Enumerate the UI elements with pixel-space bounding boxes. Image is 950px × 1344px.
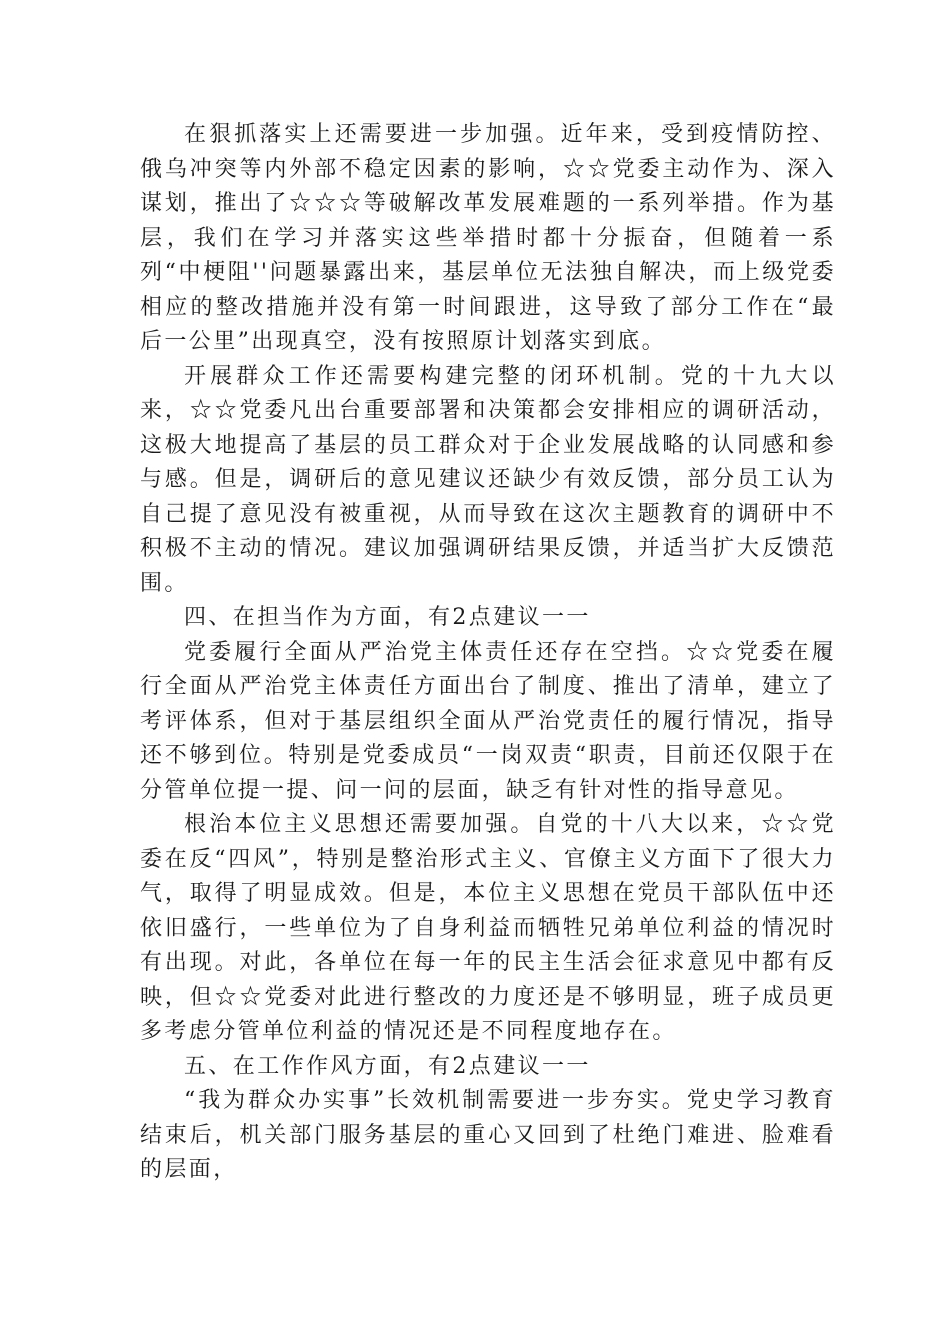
document-body [140,118,836,1188]
paragraph-serve-the-people: “我为群众办实事”长效机制需要进一步夯实。党史学习教育结束后，机关部门服务基层的重心又回到了杜绝门难进、脸难看的层面， [140,1088,836,1182]
paragraph-mass-work: 开展群众工作还需要构建完整的闭环机制。党的十九大以来，☆☆党委凡出台重要部署和决策都会安排相应的调研活动，这极大地提高了基层的员工群众对于企业发展战略的认同感和参与感。但是，调研后的意见建议还缺少有效反馈，部分员工认为自己提了意见没有被重视，从而导致在这次主题教育的调研中不积极不主动的情况。建议加强调研结果反馈，并适当扩大反馈范围。 [140,363,836,596]
section-heading-work-style: 五、在工作作风方面，有2点建议一一 [184,1053,591,1079]
paragraph-departmentalism: 根治本位主义思想还需要加强。自党的十八大以来，☆☆党委在反“四风”，特别是整治形式主义、官僚主义方面下了很大力气，取得了明显成效。但是，本位主义思想在党员干部队伍中还依旧盛行，一些单位为了自身利益而牺牲兄弟单位利益的情况时有出现。对此，各单位在每一年的民主生活会征求意见中都有反映，但☆☆党委对此进行整改的力度还是不够明显，班子成员更多考虑分管单位利益的情况还是不同程度地存在。 [140,812,836,1044]
section-heading-responsibility: 四、在担当作为方面，有2点建议一一 [184,605,591,630]
paragraph-implementation: 在狠抓落实上还需要进一步加强。近年来，受到疫情防控、俄乌冲突等内外部不稳定因素的影响，☆☆党委主动作为、深入谋划，推出了☆☆☆等破解改革发展难题的一系列举措。作为基层，我们在学习并落实这些举措时都十分振奋，但随着一系列“中梗阻''问题暴露出来，基层单位无法独自解决，而上级党委相应的整改措施并没有第一时间跟进，这导致了部分工作在“最后一公里”出现真空，没有按照原计划落实到底。 [140,122,836,354]
paragraph-party-committee-duty: 党委履行全面从严治党主体责任还存在空挡。☆☆党委在履行全面从严治党主体责任方面出台了制度、推出了清单，建立了考评体系，但对于基层组织全面从严治党责任的履行情况，指导还不够到位。特别是党委成员“一岗双责“职责，目前还仅限于在分管单位提一提、问一问的层面，缺乏有针对性的指导意见。 [140,639,836,803]
